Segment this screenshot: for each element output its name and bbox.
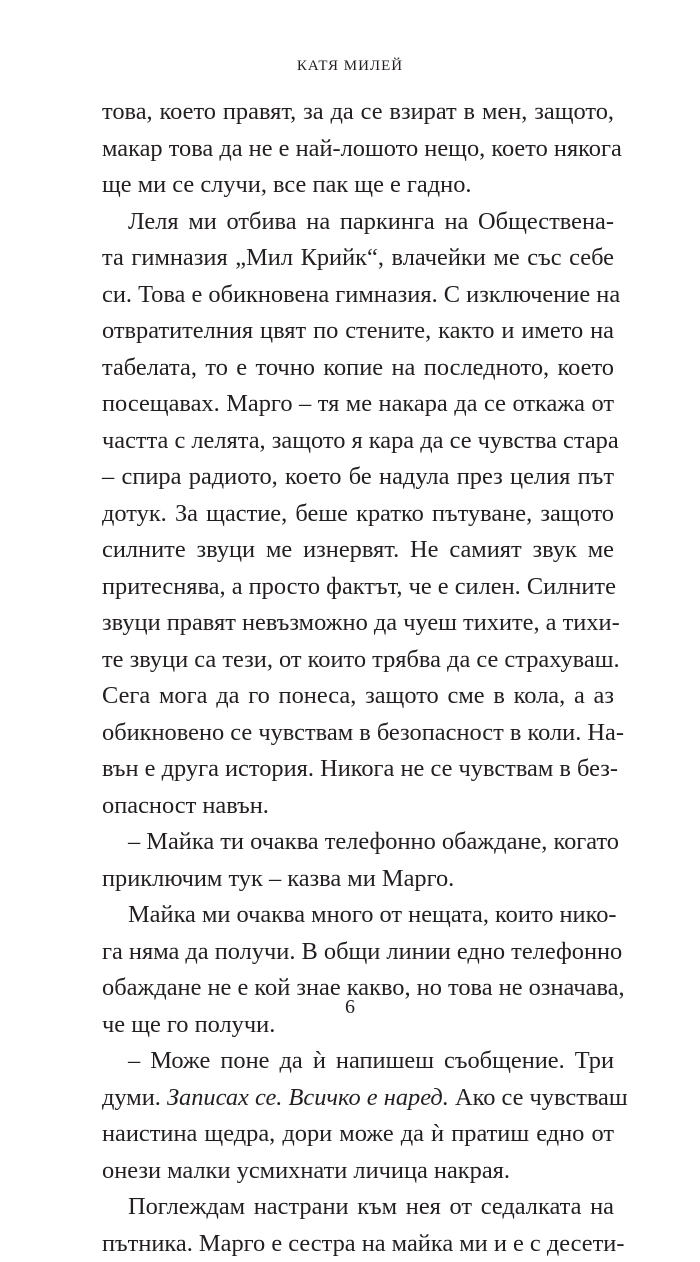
- text-line-31: Поглеждам настрани към нея от седалката на: [102, 1189, 614, 1226]
- text-line-14: притеснява, а просто фактът, че е силен. Силните: [102, 569, 614, 606]
- text-line-6: си. Това е обикновена гимназия. С изключение на: [102, 277, 614, 314]
- text-line-13: силните звуци ме изнервят. Не самият звук ме: [102, 532, 614, 569]
- text-line-5: та гимназия „Мил Крийк“, влачейки ме със себе: [102, 240, 614, 277]
- text-line-21: – Майка ти очаква телефонно обаждане, когато: [102, 824, 614, 861]
- text-line-16: те звуци са тези, от които трябва да се страхуваш.: [102, 642, 614, 679]
- text-line-22: приключим тук – казва ми Марго.: [102, 861, 614, 898]
- text-line-20: опасност навън.: [102, 788, 614, 825]
- text-line-2: макар това да не е най-лошото нещо, което някога: [102, 131, 614, 168]
- body-text: [102, 94, 614, 1262]
- running-head: КАТЯ МИЛЕЙ: [0, 58, 700, 75]
- text-line-12: дотук. За щастие, беше кратко пътуване, защото: [102, 496, 614, 533]
- page-number: 6: [0, 996, 700, 1019]
- text-line-29: наистина щедра, дори може да ѝ пратиш едно от: [102, 1116, 614, 1153]
- text-line-1: това, което правят, за да се взират в мен, защото,: [102, 94, 614, 131]
- text-line-30: онези малки усмихнати личица накрая.: [102, 1153, 614, 1190]
- text-line-8: табелата, то е точно копие на последното, което: [102, 350, 614, 387]
- text-line-3: ще ми се случи, все пак ще е гадно.: [102, 167, 614, 204]
- text-line-23: Майка ми очаква много от нещата, които нико-: [102, 897, 614, 934]
- text-line-32: пътника. Марго е сестра на майка ми и е с десети-: [102, 1226, 614, 1262]
- text-line-9: посещавах. Марго – тя ме накара да се откажа от: [102, 386, 614, 423]
- text-line-25: обаждане не е кой знае какво, но това не означава,: [102, 970, 614, 1007]
- text-line-19: вън е друга история. Никога не се чувствам в без-: [102, 751, 614, 788]
- text-line-11: – спира радиото, което бе надула през целия път: [102, 459, 614, 496]
- text-line-17: Сега мога да го понеса, защото сме в кола, а аз: [102, 678, 614, 715]
- text-line-18: обикновено се чувствам в безопасност в коли. На-: [102, 715, 614, 752]
- text-line-28: [102, 1080, 614, 1117]
- text-line-10: частта с лелята, защото я кара да се чувства стара: [102, 423, 614, 460]
- text-line-7: отвратителния цвят по стените, както и името на: [102, 313, 614, 350]
- text-line-24: га няма да получи. В общи линии едно телефонно: [102, 934, 614, 971]
- text-line-27: – Може поне да ѝ напишеш съобщение. Три: [102, 1043, 614, 1080]
- text-line-28-italic: Записах се. Всичко е наред.: [167, 1084, 449, 1111]
- text-line-28-end: Ако се чувстваш: [449, 1084, 628, 1111]
- text-line-15: звуци правят невъзможно да чуеш тихите, а тихи-: [102, 605, 614, 642]
- text-line-28-start: думи.: [102, 1084, 167, 1111]
- text-line-4: Леля ми отбива на паркинга на Обществена-: [102, 204, 614, 241]
- text-line-26: че ще го получи.: [102, 1007, 614, 1044]
